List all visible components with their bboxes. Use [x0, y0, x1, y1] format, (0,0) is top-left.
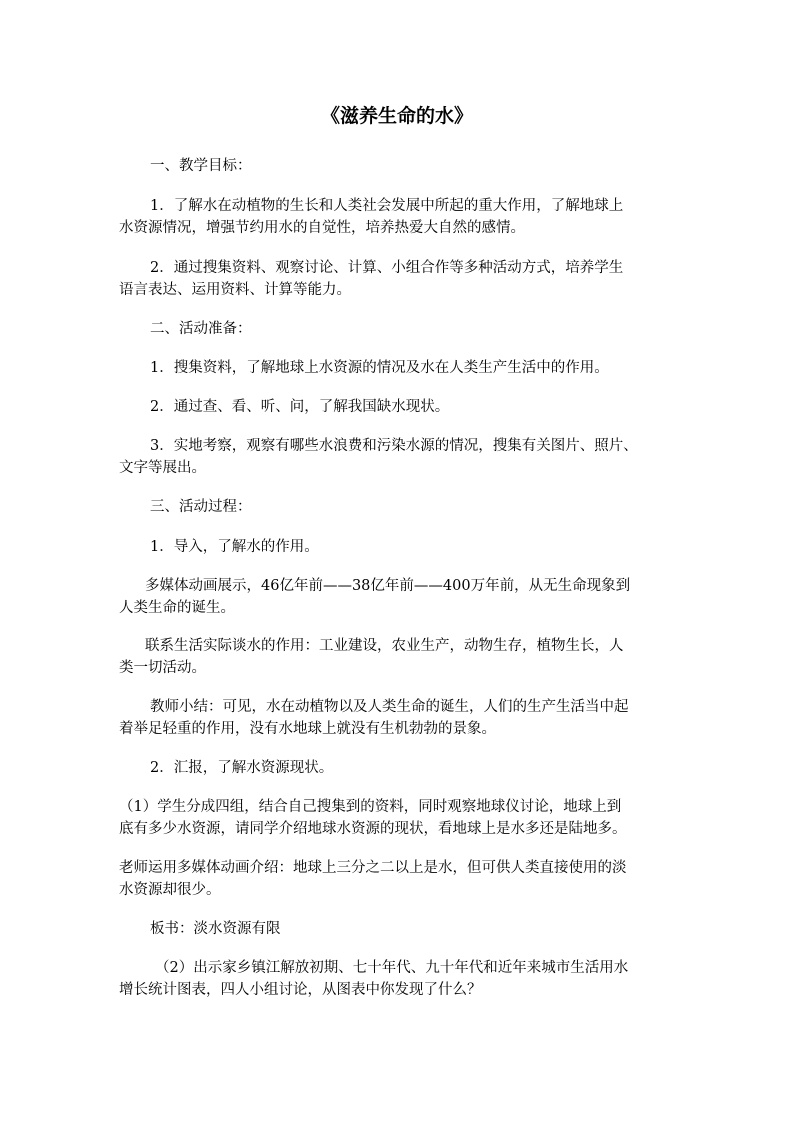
- paragraph-line: 2．通过查、看、听、问，了解我国缺水现状。: [150, 399, 450, 415]
- paragraph-line: 1．了解水在动植物的生长和人类社会发展中所起的重大作用，了解地球上: [150, 198, 624, 214]
- paragraph-line: 1．导入，了解水的作用。: [150, 539, 319, 555]
- paragraph-line: 板书：淡水资源有限: [150, 921, 281, 937]
- paragraph-line: 多媒体动画展示，46亿年前——38亿年前——400万年前，从无生命现象到: [145, 578, 631, 594]
- paragraph-line: 着举足轻重的作用，没有水地球上就没有生机勃勃的景象。: [119, 721, 496, 737]
- paragraph-line: 一、教学目标：: [150, 158, 252, 174]
- paragraph-line: 2．汇报，了解水资源现状。: [150, 760, 334, 776]
- paragraph-line: 底有多少水资源，请同学介绍地球水资源的现状，看地球上是水多还是陆地多。: [119, 821, 627, 837]
- paragraph-line: 文字等展出。: [119, 460, 206, 476]
- paragraph-line: （2）出示家乡镇江解放初期、七十年代、九十年代和近年来城市生活用水: [155, 960, 629, 976]
- paragraph-line: 三、活动过程：: [150, 499, 252, 515]
- paragraph-line: 语言表达、运用资料、计算等能力。: [119, 282, 351, 298]
- paragraph-line: 二、活动准备：: [150, 321, 252, 337]
- document-title: 《滋养生命的水》: [320, 105, 473, 127]
- paragraph-line: 老师运用多媒体动画介绍：地球上三分之二以上是水，但可供人类直接使用的淡: [119, 860, 627, 876]
- paragraph-line: （1）学生分成四组，结合自己搜集到的资料，同时观察地球仪讨论，地球上到: [119, 799, 622, 815]
- paragraph-line: 人类生命的诞生。: [119, 600, 235, 616]
- paragraph-line: 2．通过搜集资料、观察讨论、计算、小组合作等多种活动方式，培养学生: [150, 260, 624, 276]
- paragraph-line: 类一切活动。: [119, 660, 206, 676]
- paragraph-line: 水资源却很少。: [119, 882, 221, 898]
- paragraph-line: 3．实地考察，观察有哪些水浪费和污染水源的情况，搜集有关图片、照片、: [150, 438, 638, 454]
- paragraph-line: 增长统计图表，四人小组讨论，从图表中你发现了什么？: [119, 982, 482, 998]
- paragraph-line: 联系生活实际谈水的作用：工业建设，农业生产，动物生存，植物生长，人: [145, 638, 624, 654]
- paragraph-line: 1．搜集资料，了解地球上水资源的情况及水在人类生产生活中的作用。: [150, 360, 609, 376]
- paragraph-line: 水资源情况，增强节约用水的自觉性，培养热爱大自然的感情。: [119, 220, 525, 236]
- paragraph-line: 教师小结：可见，水在动植物以及人类生命的诞生，人们的生产生活当中起: [150, 699, 629, 715]
